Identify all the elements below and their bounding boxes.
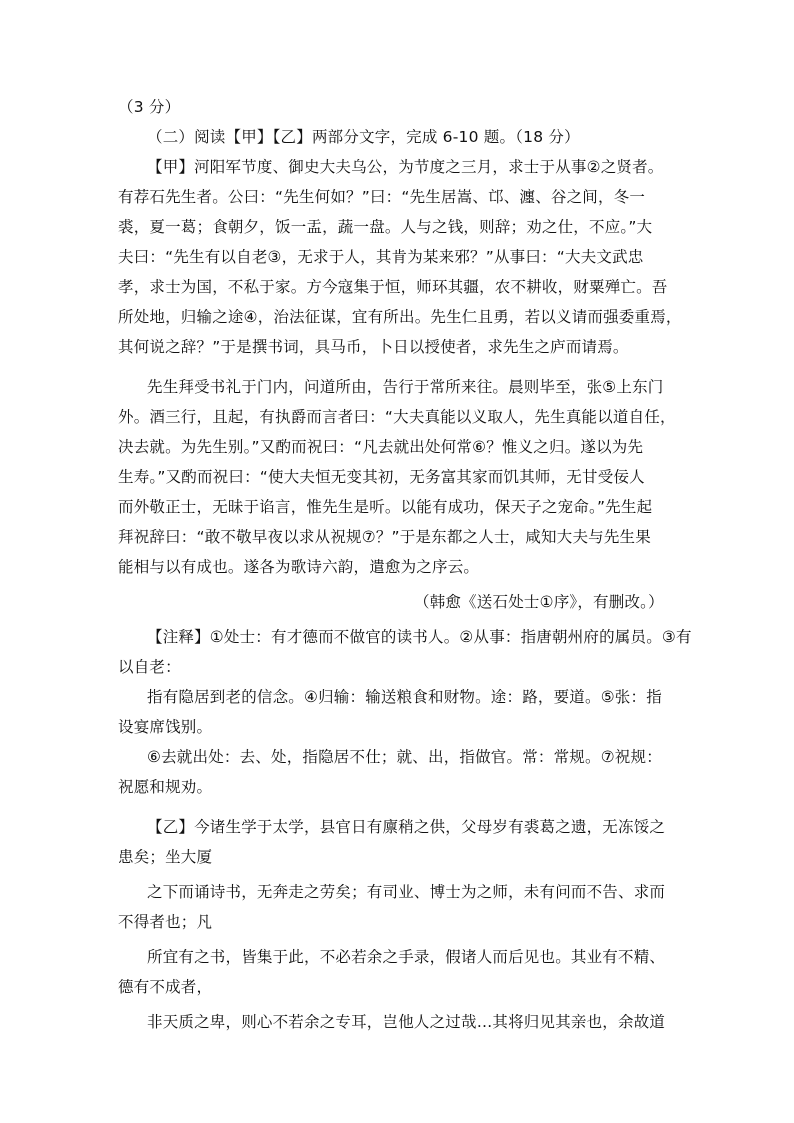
text-line: 【甲】河阳军节度、御史大夫乌公，为节度之三月，求士于从事②之贤者。	[147, 158, 664, 176]
text-line: 所宜有之书，皆集于此，不必若余之手录，假诸人而后见也。其业有不精、	[147, 948, 666, 966]
annotation-line: ⑥去就出处：去、处，指隐居不仕；就、出，指做官。常：常规。⑦祝规：	[147, 748, 662, 766]
text-line: 患矣；坐大厦	[118, 848, 213, 866]
text-line: 之下而诵诗书，无奔走之劳矣；有司业、博士为之师，未有问而不告、求而	[147, 883, 666, 901]
text-line: 而外敬正士，无昧于谄言，惟先生是听。以能有成功，保天子之宠命。”先生起	[118, 498, 653, 516]
score-note: （3 分）	[118, 98, 181, 116]
text-line: 不得者也；凡	[118, 913, 213, 931]
text-line: 孝，求士为国，不私于家。方今寇集于恒，师环其疆，农不耕收，财粟殚亡。吾	[118, 278, 668, 296]
text-line: 能相与以有成也。遂各为歌诗六韵，遣愈为之序云。	[118, 558, 480, 576]
section-heading: （二）阅读【甲】【乙】两部分文字，完成 6-10 题。（18 分）	[147, 128, 580, 146]
text-line: 拜祝辞曰：“敢不敬早夜以求从祝规⑦？”于是东都之人士，咸知大夫与先生果	[118, 528, 651, 546]
text-line: 决去就。为先生别。”又酌而祝曰：“凡去就出处何常⑥？惟义之归。遂以为先	[118, 438, 644, 456]
text-line: 德有不成者，	[118, 978, 213, 996]
annotation-line: 【注释】①处士：有才德而不做官的读书人。②从事：指唐朝州府的属员。③有	[147, 628, 692, 646]
text-line: 所处地，归输之途④，治法征谋，宜有所出。先生仁且勇，若以义请而强委重焉，	[118, 308, 682, 326]
annotation-line: 以自老：	[118, 658, 181, 676]
annotation-line: 设宴席饯别。	[118, 718, 213, 736]
text-line: 生寿。”又酌而祝曰：“使大夫恒无变其初，无务富其家而饥其师，无甘受佞人	[118, 468, 645, 486]
text-line: 外。酒三行，且起，有执爵而言者曰：“大夫真能以义取人，先生真能以道自任，	[118, 408, 676, 426]
text-line: 先生拜受书礼于门内，问道所由，告行于常所来往。晨则毕至，张⑤上东门	[147, 378, 664, 396]
annotation-line: 指有隐居到老的信念。④归输：输送粮食和财物。途：路，要道。⑤张：指	[147, 688, 662, 706]
text-line: 裘，夏一葛；食朝夕，饭一盂，蔬一盘。人与之钱，则辞；劝之仕，不应。”大	[118, 218, 653, 236]
text-line: 非天质之卑，则心不若余之专耳，岂他人之过哉…其将归见其亲也，余故道	[147, 1013, 666, 1031]
text-line: 其何说之辞？”于是撰书词，具马币，卜日以授使者，求先生之庐而请焉。	[118, 338, 629, 356]
text-line: 有荐石先生者。公曰：“先生何如？”曰：“先生居嵩、邙、瀍、谷之间，冬一	[118, 188, 646, 206]
source-citation: （韩愈《送石处士①序》，有删改。）	[414, 593, 664, 611]
text-line: 夫曰：“先生有以自老③，无求于人，其肯为某来邪？”从事曰：“大夫文武忠	[118, 248, 644, 266]
text-line: 【乙】今诸生学于太学，县官日有廪稍之供，父母岁有裘葛之遗，无冻馁之	[147, 818, 666, 836]
annotation-line: 祝愿和规劝。	[118, 778, 213, 796]
